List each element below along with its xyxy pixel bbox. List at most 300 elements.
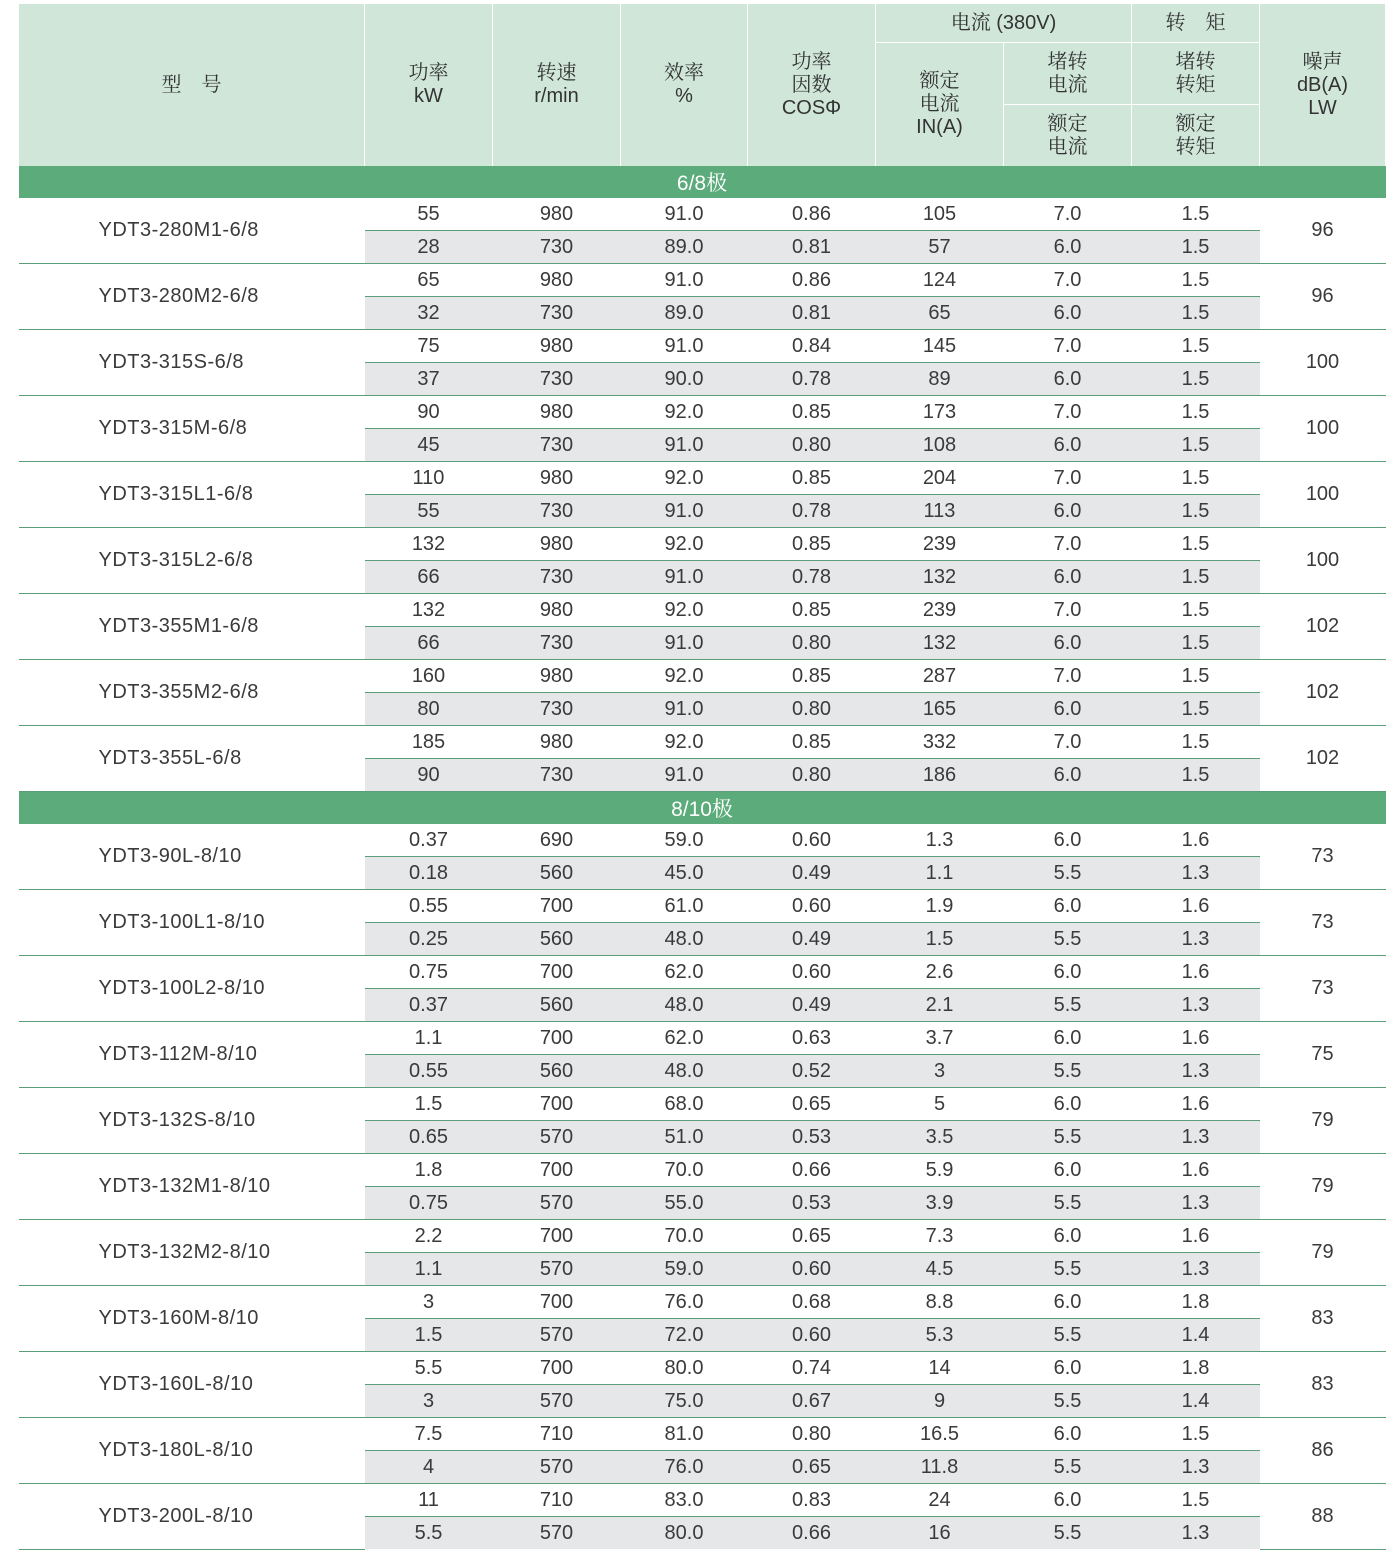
value-cell: 7.3 xyxy=(876,1220,1004,1253)
noise-cell: 83 xyxy=(1260,1286,1386,1352)
value-cell: 0.80 xyxy=(748,627,876,660)
value-cell: 132 xyxy=(876,561,1004,594)
value-cell: 0.86 xyxy=(748,198,876,231)
value-cell: 5.5 xyxy=(1004,1055,1132,1088)
table-row xyxy=(19,1352,1386,1385)
value-cell: 1.5 xyxy=(1132,561,1260,594)
value-cell: 5.5 xyxy=(1004,923,1132,956)
value-cell: 1.9 xyxy=(876,890,1004,923)
table-row xyxy=(19,264,1386,297)
table-row xyxy=(19,956,1386,989)
header-torque-group: 转 矩 xyxy=(1132,4,1260,43)
value-cell: 7.0 xyxy=(1004,198,1132,231)
value-cell: 1.6 xyxy=(1132,1154,1260,1187)
table-row xyxy=(19,890,1386,923)
value-cell: 32 xyxy=(365,297,493,330)
value-cell: 0.60 xyxy=(748,890,876,923)
noise-cell: 96 xyxy=(1260,198,1386,264)
noise-cell: 96 xyxy=(1260,264,1386,330)
model-cell: YDT3-315S-6/8 xyxy=(19,330,365,396)
table-row xyxy=(19,396,1386,429)
value-cell: 570 xyxy=(493,1319,621,1352)
noise-cell: 88 xyxy=(1260,1484,1386,1550)
header-current-group: 电流 (380V) xyxy=(876,4,1132,43)
noise-cell: 100 xyxy=(1260,330,1386,396)
value-cell: 45.0 xyxy=(621,857,748,890)
value-cell: 3.9 xyxy=(876,1187,1004,1220)
value-cell: 0.74 xyxy=(748,1352,876,1385)
value-cell: 0.65 xyxy=(748,1220,876,1253)
value-cell: 0.83 xyxy=(748,1484,876,1517)
section-title: 8/10极 xyxy=(19,792,1386,825)
value-cell: 700 xyxy=(493,1220,621,1253)
value-cell: 730 xyxy=(493,693,621,726)
value-cell: 0.78 xyxy=(748,363,876,396)
value-cell: 0.60 xyxy=(748,1253,876,1286)
model-cell: YDT3-180L-8/10 xyxy=(19,1418,365,1484)
model-cell: YDT3-100L2-8/10 xyxy=(19,956,365,1022)
value-cell: 980 xyxy=(493,660,621,693)
table-row xyxy=(19,1154,1386,1187)
value-cell: 0.63 xyxy=(748,1022,876,1055)
value-cell: 132 xyxy=(876,627,1004,660)
value-cell: 5.5 xyxy=(1004,1451,1132,1484)
value-cell: 1.4 xyxy=(1132,1385,1260,1418)
value-cell: 0.37 xyxy=(365,824,493,857)
value-cell: 0.53 xyxy=(748,1121,876,1154)
value-cell: 1.5 xyxy=(1132,462,1260,495)
value-cell: 3 xyxy=(365,1286,493,1319)
value-cell: 0.85 xyxy=(748,660,876,693)
table-row xyxy=(19,1022,1386,1055)
header-model: 型 号 xyxy=(19,4,365,166)
model-cell: YDT3-355L-6/8 xyxy=(19,726,365,792)
value-cell: 6.0 xyxy=(1004,1352,1132,1385)
value-cell: 80.0 xyxy=(621,1517,748,1550)
value-cell: 1.1 xyxy=(365,1022,493,1055)
table-row xyxy=(19,1418,1386,1451)
value-cell: 75.0 xyxy=(621,1385,748,1418)
value-cell: 0.52 xyxy=(748,1055,876,1088)
section-header-row xyxy=(19,792,1386,825)
noise-cell: 102 xyxy=(1260,594,1386,660)
model-cell: YDT3-160M-8/10 xyxy=(19,1286,365,1352)
value-cell: 710 xyxy=(493,1418,621,1451)
value-cell: 0.84 xyxy=(748,330,876,363)
value-cell: 61.0 xyxy=(621,890,748,923)
value-cell: 0.85 xyxy=(748,462,876,495)
value-cell: 710 xyxy=(493,1484,621,1517)
value-cell: 0.25 xyxy=(365,923,493,956)
value-cell: 0.49 xyxy=(748,989,876,1022)
value-cell: 5.5 xyxy=(1004,1187,1132,1220)
value-cell: 2.2 xyxy=(365,1220,493,1253)
value-cell: 1.6 xyxy=(1132,956,1260,989)
value-cell: 6.0 xyxy=(1004,956,1132,989)
value-cell: 4 xyxy=(365,1451,493,1484)
value-cell: 1.8 xyxy=(365,1154,493,1187)
noise-cell: 83 xyxy=(1260,1352,1386,1418)
table-row xyxy=(19,462,1386,495)
model-cell: YDT3-160L-8/10 xyxy=(19,1352,365,1418)
table-row xyxy=(19,1286,1386,1319)
value-cell: 3 xyxy=(365,1385,493,1418)
table-row xyxy=(19,1484,1386,1517)
model-cell: YDT3-132S-8/10 xyxy=(19,1088,365,1154)
value-cell: 113 xyxy=(876,495,1004,528)
value-cell: 0.60 xyxy=(748,1319,876,1352)
value-cell: 1.3 xyxy=(1132,1517,1260,1550)
header-speed: 转速 r/min xyxy=(493,4,621,166)
value-cell: 700 xyxy=(493,1352,621,1385)
value-cell: 690 xyxy=(493,824,621,857)
value-cell: 5.5 xyxy=(365,1352,493,1385)
value-cell: 51.0 xyxy=(621,1121,748,1154)
value-cell: 57 xyxy=(876,231,1004,264)
value-cell: 7.0 xyxy=(1004,264,1132,297)
value-cell: 1.3 xyxy=(1132,923,1260,956)
value-cell: 570 xyxy=(493,1451,621,1484)
noise-cell: 75 xyxy=(1260,1022,1386,1088)
value-cell: 700 xyxy=(493,1154,621,1187)
value-cell: 5.5 xyxy=(1004,1319,1132,1352)
value-cell: 560 xyxy=(493,989,621,1022)
value-cell: 91.0 xyxy=(621,495,748,528)
value-cell: 1.3 xyxy=(1132,1253,1260,1286)
value-cell: 90 xyxy=(365,759,493,792)
value-cell: 70.0 xyxy=(621,1220,748,1253)
table-header xyxy=(19,4,1386,166)
value-cell: 239 xyxy=(876,528,1004,561)
value-cell: 0.53 xyxy=(748,1187,876,1220)
value-cell: 1.5 xyxy=(1132,231,1260,264)
model-cell: YDT3-132M2-8/10 xyxy=(19,1220,365,1286)
noise-cell: 73 xyxy=(1260,890,1386,956)
value-cell: 55 xyxy=(365,495,493,528)
value-cell: 7.5 xyxy=(365,1418,493,1451)
value-cell: 7.0 xyxy=(1004,462,1132,495)
value-cell: 1.8 xyxy=(1132,1286,1260,1319)
value-cell: 72.0 xyxy=(621,1319,748,1352)
value-cell: 700 xyxy=(493,1286,621,1319)
value-cell: 16 xyxy=(876,1517,1004,1550)
value-cell: 1.5 xyxy=(1132,693,1260,726)
value-cell: 1.5 xyxy=(1132,396,1260,429)
value-cell: 1.5 xyxy=(1132,429,1260,462)
model-cell: YDT3-90L-8/10 xyxy=(19,824,365,890)
value-cell: 0.80 xyxy=(748,1418,876,1451)
value-cell: 5.5 xyxy=(1004,1385,1132,1418)
value-cell: 1.6 xyxy=(1132,890,1260,923)
value-cell: 980 xyxy=(493,396,621,429)
value-cell: 89.0 xyxy=(621,297,748,330)
value-cell: 570 xyxy=(493,1385,621,1418)
value-cell: 48.0 xyxy=(621,989,748,1022)
value-cell: 5.9 xyxy=(876,1154,1004,1187)
table-row xyxy=(19,198,1386,231)
value-cell: 980 xyxy=(493,594,621,627)
value-cell: 730 xyxy=(493,297,621,330)
value-cell: 1.3 xyxy=(1132,1055,1260,1088)
value-cell: 92.0 xyxy=(621,396,748,429)
value-cell: 165 xyxy=(876,693,1004,726)
value-cell: 90.0 xyxy=(621,363,748,396)
value-cell: 570 xyxy=(493,1121,621,1154)
value-cell: 7.0 xyxy=(1004,594,1132,627)
table-row xyxy=(19,726,1386,759)
value-cell: 0.65 xyxy=(365,1121,493,1154)
model-cell: YDT3-355M1-6/8 xyxy=(19,594,365,660)
value-cell: 980 xyxy=(493,726,621,759)
value-cell: 0.49 xyxy=(748,857,876,890)
value-cell: 0.80 xyxy=(748,759,876,792)
value-cell: 239 xyxy=(876,594,1004,627)
value-cell: 91.0 xyxy=(621,627,748,660)
value-cell: 1.5 xyxy=(1132,759,1260,792)
value-cell: 7.0 xyxy=(1004,528,1132,561)
value-cell: 204 xyxy=(876,462,1004,495)
noise-cell: 79 xyxy=(1260,1220,1386,1286)
value-cell: 110 xyxy=(365,462,493,495)
value-cell: 1.6 xyxy=(1132,1220,1260,1253)
value-cell: 570 xyxy=(493,1517,621,1550)
value-cell: 6.0 xyxy=(1004,627,1132,660)
value-cell: 980 xyxy=(493,264,621,297)
value-cell: 730 xyxy=(493,627,621,660)
value-cell: 1.8 xyxy=(1132,1352,1260,1385)
value-cell: 45 xyxy=(365,429,493,462)
value-cell: 1.3 xyxy=(1132,989,1260,1022)
value-cell: 0.75 xyxy=(365,956,493,989)
value-cell: 6.0 xyxy=(1004,429,1132,462)
value-cell: 173 xyxy=(876,396,1004,429)
header-rated-current: 额定 电流 IN(A) xyxy=(876,43,1004,167)
value-cell: 1.6 xyxy=(1132,1088,1260,1121)
value-cell: 0.81 xyxy=(748,231,876,264)
value-cell: 55 xyxy=(365,198,493,231)
value-cell: 91.0 xyxy=(621,198,748,231)
value-cell: 6.0 xyxy=(1004,890,1132,923)
noise-cell: 73 xyxy=(1260,956,1386,1022)
value-cell: 1.5 xyxy=(1132,1484,1260,1517)
value-cell: 91.0 xyxy=(621,561,748,594)
value-cell: 16.5 xyxy=(876,1418,1004,1451)
value-cell: 1.5 xyxy=(1132,660,1260,693)
value-cell: 7.0 xyxy=(1004,726,1132,759)
value-cell: 89.0 xyxy=(621,231,748,264)
section-header-row xyxy=(19,166,1386,198)
value-cell: 11 xyxy=(365,1484,493,1517)
value-cell: 6.0 xyxy=(1004,1088,1132,1121)
value-cell: 91.0 xyxy=(621,429,748,462)
value-cell: 1.5 xyxy=(1132,495,1260,528)
value-cell: 0.37 xyxy=(365,989,493,1022)
value-cell: 1.5 xyxy=(365,1319,493,1352)
value-cell: 9 xyxy=(876,1385,1004,1418)
value-cell: 92.0 xyxy=(621,528,748,561)
value-cell: 6.0 xyxy=(1004,824,1132,857)
value-cell: 6.0 xyxy=(1004,693,1132,726)
value-cell: 0.55 xyxy=(365,890,493,923)
value-cell: 0.60 xyxy=(748,956,876,989)
value-cell: 65 xyxy=(876,297,1004,330)
value-cell: 730 xyxy=(493,429,621,462)
noise-cell: 102 xyxy=(1260,660,1386,726)
table-row xyxy=(19,824,1386,857)
value-cell: 1.5 xyxy=(1132,330,1260,363)
value-cell: 0.78 xyxy=(748,561,876,594)
value-cell: 1.5 xyxy=(1132,198,1260,231)
header-rated-torque-ratio: 额定 转矩 xyxy=(1132,105,1260,167)
value-cell: 1.5 xyxy=(1132,1418,1260,1451)
value-cell: 0.75 xyxy=(365,1187,493,1220)
value-cell: 5.5 xyxy=(1004,1121,1132,1154)
value-cell: 730 xyxy=(493,561,621,594)
noise-cell: 79 xyxy=(1260,1088,1386,1154)
value-cell: 0.68 xyxy=(748,1286,876,1319)
value-cell: 6.0 xyxy=(1004,1418,1132,1451)
value-cell: 1.3 xyxy=(1132,1121,1260,1154)
value-cell: 80.0 xyxy=(621,1352,748,1385)
noise-cell: 86 xyxy=(1260,1418,1386,1484)
value-cell: 92.0 xyxy=(621,462,748,495)
value-cell: 186 xyxy=(876,759,1004,792)
value-cell: 62.0 xyxy=(621,1022,748,1055)
value-cell: 1.4 xyxy=(1132,1319,1260,1352)
noise-cell: 100 xyxy=(1260,528,1386,594)
value-cell: 730 xyxy=(493,363,621,396)
value-cell: 6.0 xyxy=(1004,561,1132,594)
value-cell: 980 xyxy=(493,330,621,363)
value-cell: 6.0 xyxy=(1004,1286,1132,1319)
value-cell: 65 xyxy=(365,264,493,297)
value-cell: 5.5 xyxy=(1004,989,1132,1022)
value-cell: 570 xyxy=(493,1187,621,1220)
value-cell: 1.5 xyxy=(1132,726,1260,759)
value-cell: 1.5 xyxy=(1132,264,1260,297)
value-cell: 0.65 xyxy=(748,1088,876,1121)
value-cell: 6.0 xyxy=(1004,495,1132,528)
value-cell: 1.6 xyxy=(1132,824,1260,857)
value-cell: 91.0 xyxy=(621,330,748,363)
value-cell: 59.0 xyxy=(621,824,748,857)
value-cell: 0.85 xyxy=(748,528,876,561)
model-cell: YDT3-315L1-6/8 xyxy=(19,462,365,528)
value-cell: 91.0 xyxy=(621,693,748,726)
noise-cell: 100 xyxy=(1260,462,1386,528)
value-cell: 332 xyxy=(876,726,1004,759)
value-cell: 560 xyxy=(493,923,621,956)
value-cell: 6.0 xyxy=(1004,297,1132,330)
value-cell: 1.5 xyxy=(1132,363,1260,396)
value-cell: 0.66 xyxy=(748,1154,876,1187)
value-cell: 92.0 xyxy=(621,594,748,627)
value-cell: 24 xyxy=(876,1484,1004,1517)
value-cell: 1.5 xyxy=(1132,627,1260,660)
value-cell: 5.5 xyxy=(1004,1253,1132,1286)
value-cell: 28 xyxy=(365,231,493,264)
value-cell: 81.0 xyxy=(621,1418,748,1451)
value-cell: 48.0 xyxy=(621,1055,748,1088)
value-cell: 48.0 xyxy=(621,923,748,956)
value-cell: 6.0 xyxy=(1004,363,1132,396)
value-cell: 6.0 xyxy=(1004,231,1132,264)
value-cell: 1.5 xyxy=(365,1088,493,1121)
value-cell: 3.7 xyxy=(876,1022,1004,1055)
value-cell: 55.0 xyxy=(621,1187,748,1220)
table-row xyxy=(19,1088,1386,1121)
model-cell: YDT3-280M1-6/8 xyxy=(19,198,365,264)
value-cell: 6.0 xyxy=(1004,1220,1132,1253)
value-cell: 0.55 xyxy=(365,1055,493,1088)
value-cell: 90 xyxy=(365,396,493,429)
value-cell: 980 xyxy=(493,462,621,495)
value-cell: 2.1 xyxy=(876,989,1004,1022)
value-cell: 0.18 xyxy=(365,857,493,890)
value-cell: 730 xyxy=(493,231,621,264)
value-cell: 980 xyxy=(493,198,621,231)
value-cell: 80 xyxy=(365,693,493,726)
value-cell: 8.8 xyxy=(876,1286,1004,1319)
table-row xyxy=(19,528,1386,561)
model-cell: YDT3-280M2-6/8 xyxy=(19,264,365,330)
value-cell: 76.0 xyxy=(621,1451,748,1484)
value-cell: 700 xyxy=(493,1088,621,1121)
value-cell: 132 xyxy=(365,594,493,627)
value-cell: 0.81 xyxy=(748,297,876,330)
noise-cell: 79 xyxy=(1260,1154,1386,1220)
table-row xyxy=(19,660,1386,693)
value-cell: 3.5 xyxy=(876,1121,1004,1154)
value-cell: 0.80 xyxy=(748,693,876,726)
table-row xyxy=(19,1220,1386,1253)
value-cell: 92.0 xyxy=(621,660,748,693)
header-locked-current: 堵转 电流 xyxy=(1004,43,1132,105)
header-locked-torque: 堵转 转矩 xyxy=(1132,43,1260,105)
header-rated-current-ratio: 额定 电流 xyxy=(1004,105,1132,167)
value-cell: 700 xyxy=(493,1022,621,1055)
header-noise: 噪声 dB(A) LW xyxy=(1260,4,1386,166)
value-cell: 1.5 xyxy=(1132,528,1260,561)
value-cell: 66 xyxy=(365,627,493,660)
value-cell: 185 xyxy=(365,726,493,759)
value-cell: 89 xyxy=(876,363,1004,396)
section-title: 6/8极 xyxy=(19,166,1386,198)
value-cell: 0.85 xyxy=(748,726,876,759)
value-cell: 980 xyxy=(493,528,621,561)
value-cell: 4.5 xyxy=(876,1253,1004,1286)
value-cell: 0.65 xyxy=(748,1451,876,1484)
value-cell: 132 xyxy=(365,528,493,561)
value-cell: 75 xyxy=(365,330,493,363)
value-cell: 0.80 xyxy=(748,429,876,462)
table-row xyxy=(19,330,1386,363)
value-cell: 730 xyxy=(493,759,621,792)
value-cell: 6.0 xyxy=(1004,759,1132,792)
value-cell: 700 xyxy=(493,890,621,923)
value-cell: 6.0 xyxy=(1004,1154,1132,1187)
value-cell: 70.0 xyxy=(621,1154,748,1187)
value-cell: 0.66 xyxy=(748,1517,876,1550)
value-cell: 0.49 xyxy=(748,923,876,956)
model-cell: YDT3-132M1-8/10 xyxy=(19,1154,365,1220)
value-cell: 7.0 xyxy=(1004,396,1132,429)
value-cell: 91.0 xyxy=(621,264,748,297)
noise-cell: 100 xyxy=(1260,396,1386,462)
spec-table-grid xyxy=(18,4,1386,1550)
value-cell: 11.8 xyxy=(876,1451,1004,1484)
value-cell: 66 xyxy=(365,561,493,594)
